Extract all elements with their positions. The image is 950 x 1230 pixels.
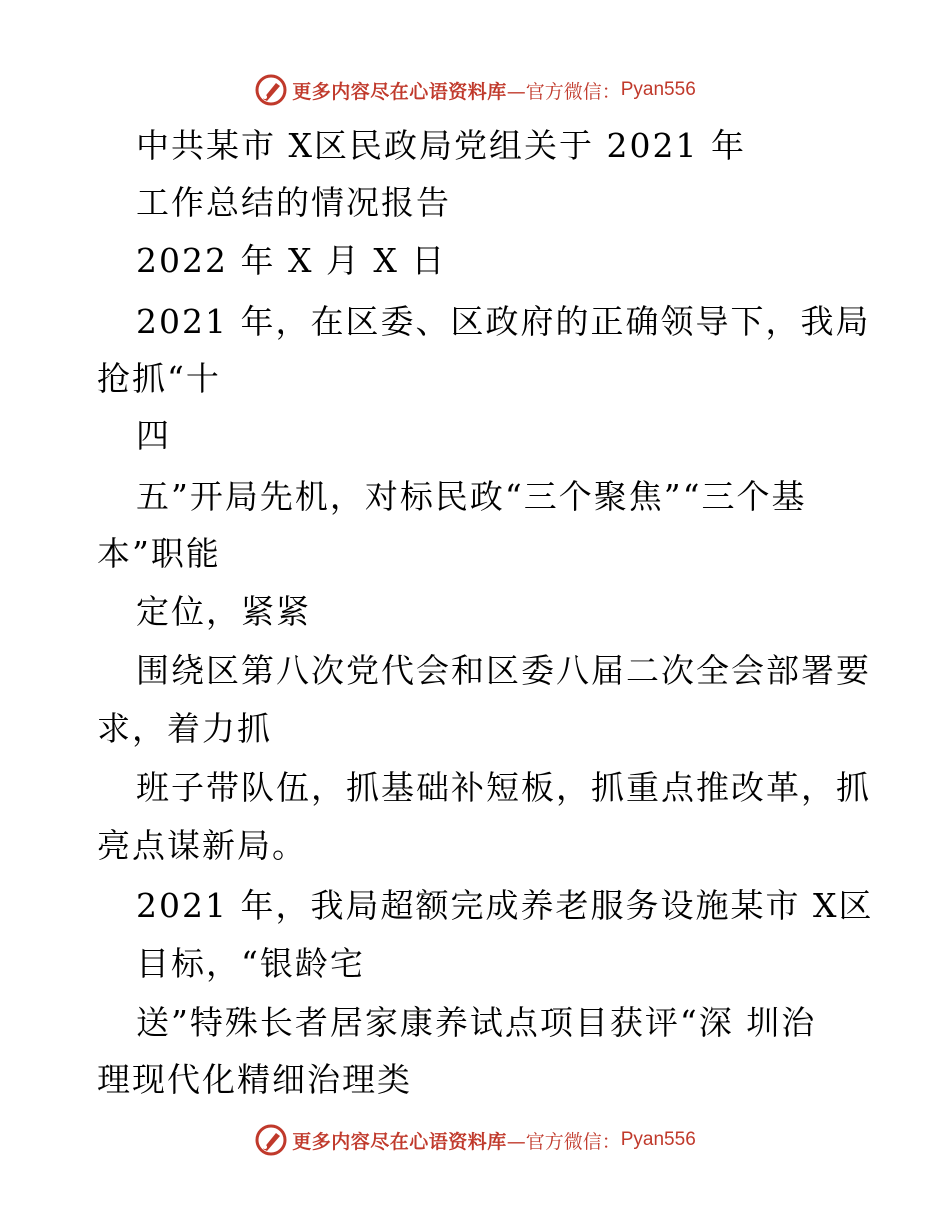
doc-paragraph-line: 目标，“银龄宅	[136, 944, 365, 983]
watermark-wechat-id: Pyan556	[620, 1129, 696, 1150]
doc-paragraph-line: 2021 年，我局超额完成养老服务设施某市 X区	[136, 886, 874, 925]
doc-paragraph-line: 围绕区第八次党代会和区委八届二次全会部署要	[136, 651, 871, 690]
quill-logo-icon	[254, 73, 288, 107]
watermark-text: 更多内容尽在心语资料库	[292, 1130, 507, 1153]
doc-paragraph-line: 本”职能	[97, 534, 221, 573]
doc-paragraph-line: 理现代化精细治理类	[97, 1060, 412, 1099]
doc-title-line-1: 中共某市 X区民政局党组关于 2021 年	[136, 126, 746, 165]
doc-paragraph-line: 班子带队伍，抓基础补短板，抓重点推改革，抓	[136, 768, 871, 807]
doc-paragraph-line: 亮点谋新局。	[97, 826, 307, 865]
doc-paragraph-line: 2021 年，在区委、区政府的正确领导下，我局	[136, 302, 871, 341]
doc-title-line-2: 工作总结的情况报告	[136, 183, 451, 222]
footer-watermark	[0, 1120, 950, 1160]
doc-date: 2022 年 X 月 X 日	[136, 241, 447, 280]
quill-logo-icon	[254, 1123, 288, 1157]
watermark-separator: —官方微信：	[506, 80, 621, 103]
doc-paragraph-line: 求，着力抓	[97, 709, 272, 748]
doc-paragraph-line: 定位，紧紧	[136, 592, 311, 631]
watermark-separator: —官方微信：	[506, 1130, 621, 1153]
header-watermark	[0, 70, 950, 110]
doc-paragraph-line: 送”特殊长者居家康养试点项目获评“深 圳治	[136, 1003, 817, 1042]
doc-paragraph-line: 抢抓“十	[97, 359, 221, 398]
doc-paragraph-line: 五”开局先机，对标民政“三个聚焦”“三个基	[136, 477, 807, 516]
watermark-text: 更多内容尽在心语资料库	[292, 80, 507, 103]
doc-paragraph-line: 四	[136, 416, 171, 455]
watermark-wechat-id: Pyan556	[620, 79, 696, 100]
